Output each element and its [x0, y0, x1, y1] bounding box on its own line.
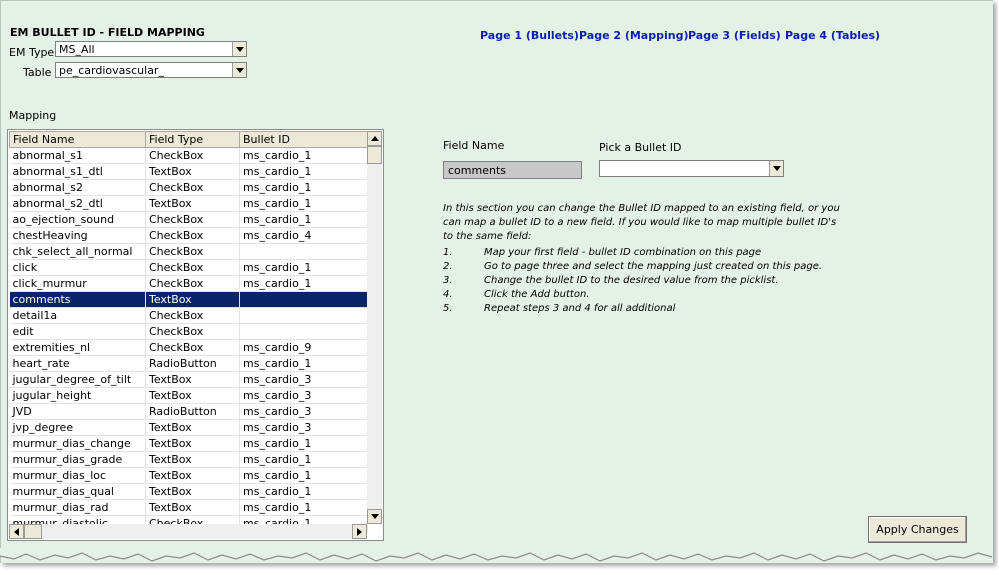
cell-bullet-id [240, 292, 368, 308]
scroll-up-button[interactable] [367, 131, 382, 146]
cell-bullet-id: ms_cardio_3 [240, 420, 368, 436]
arrow-up-icon [371, 136, 379, 141]
step-text: Repeat steps 3 and 4 for all additional [484, 303, 676, 314]
cell-bullet-id: ms_cardio_1 [240, 484, 368, 500]
table-value: pe_cardiovascular_ [59, 64, 164, 77]
table-row[interactable] [10, 228, 368, 244]
cell-bullet-id: ms_cardio_1 [240, 164, 368, 180]
cell-field-type: TextBox [146, 452, 240, 468]
horizontal-scrollbar[interactable] [9, 524, 367, 539]
table-row[interactable] [10, 244, 368, 260]
chevron-down-icon [773, 166, 781, 171]
step-text: Go to page three and select the mapping just created on this page. [484, 261, 823, 272]
cell-field-type: CheckBox [146, 244, 240, 260]
cell-field-type: TextBox [146, 484, 240, 500]
cell-field-name: edit [10, 324, 146, 340]
arrow-down-icon [371, 514, 379, 519]
cell-field-type: TextBox [146, 388, 240, 404]
cell-field-name: murmur_dias_loc [10, 468, 146, 484]
cell-field-type: TextBox [146, 500, 240, 516]
step-number: 1. [443, 247, 453, 258]
step-text: Change the bullet ID to the desired value from the picklist. [484, 275, 779, 286]
cell-field-name: ao_ejection_sound [10, 212, 146, 228]
cell-bullet-id: ms_cardio_1 [240, 180, 368, 196]
step-text: Click the Add button. [484, 289, 590, 300]
cell-field-name: abnormal_s1_dtl [10, 164, 146, 180]
cell-field-type: CheckBox [146, 308, 240, 324]
cell-field-type: TextBox [146, 468, 240, 484]
table-row[interactable] [10, 324, 368, 340]
cell-field-name: abnormal_s1 [10, 148, 146, 164]
mapping-table [9, 131, 368, 532]
table-row[interactable] [10, 260, 368, 276]
cell-bullet-id: ms_cardio_1 [240, 468, 368, 484]
cell-field-type: CheckBox [146, 260, 240, 276]
cell-bullet-id: ms_cardio_1 [240, 260, 368, 276]
cell-field-name: murmur_dias_rad [10, 500, 146, 516]
mapping-grid[interactable] [7, 129, 384, 541]
cell-field-type: RadioButton [146, 356, 240, 372]
table-select[interactable] [55, 62, 247, 78]
cell-bullet-id: ms_cardio_9 [240, 340, 368, 356]
cell-field-name: murmur_dias_change [10, 436, 146, 452]
table-row[interactable] [10, 212, 368, 228]
cell-bullet-id [240, 308, 368, 324]
cell-bullet-id: ms_cardio_3 [240, 372, 368, 388]
cell-field-name: click_murmur [10, 276, 146, 292]
table-row[interactable] [10, 484, 368, 500]
step-number: 4. [443, 289, 453, 300]
table-label: Table [23, 66, 52, 79]
step-number: 2. [443, 261, 453, 272]
table-row[interactable] [10, 452, 368, 468]
em-type-select[interactable] [55, 41, 247, 57]
cell-bullet-id [240, 324, 368, 340]
cell-bullet-id: ms_cardio_1 [240, 452, 368, 468]
step-text: Map your first field - bullet ID combination on this page [484, 247, 762, 258]
cell-field-type: CheckBox [146, 324, 240, 340]
cell-field-name: detail1a [10, 308, 146, 324]
cell-bullet-id: ms_cardio_3 [240, 388, 368, 404]
table-row[interactable] [10, 148, 368, 164]
apply-changes-button[interactable]: Apply Changes [868, 516, 967, 543]
cell-field-name: comments [10, 292, 146, 308]
scroll-left-button[interactable] [9, 524, 24, 539]
cell-field-name: JVD [10, 404, 146, 420]
cell-bullet-id [240, 244, 368, 260]
cell-bullet-id: ms_cardio_3 [240, 404, 368, 420]
table-row[interactable] [10, 180, 368, 196]
instructions-text: In this section you can change the Bullet ID mapped to an existing field, or you can map a bullet ID to a new field. If you would like to map multiple bullet ID's to the same field: [443, 203, 840, 242]
cell-field-name: extremities_nl [10, 340, 146, 356]
cell-field-type: TextBox [146, 196, 240, 212]
cell-field-name: chestHeaving [10, 228, 146, 244]
cell-field-name: jvp_degree [10, 420, 146, 436]
mapping-label: Mapping [9, 109, 57, 122]
em-type-dropdown-button[interactable] [232, 42, 246, 56]
cell-field-name: click [10, 260, 146, 276]
cell-field-type: TextBox [146, 292, 240, 308]
bullet-id-label: Pick a Bullet ID [599, 141, 682, 154]
table-row[interactable] [10, 276, 368, 292]
table-row[interactable] [10, 308, 368, 324]
table-dropdown-button[interactable] [232, 63, 246, 77]
scroll-down-button[interactable] [367, 509, 382, 524]
page-title: EM BULLET ID - FIELD MAPPING [10, 26, 205, 39]
table-row[interactable] [10, 340, 368, 356]
table-row[interactable] [10, 404, 368, 420]
field-name-label: Field Name [443, 139, 505, 152]
cell-field-type: TextBox [146, 372, 240, 388]
cell-field-type: CheckBox [146, 276, 240, 292]
arrow-right-icon [357, 528, 362, 536]
cell-field-type: CheckBox [146, 148, 240, 164]
table-header-row [10, 132, 368, 148]
column-header-bullet-id[interactable]: Bullet ID [240, 132, 368, 148]
cell-bullet-id: ms_cardio_1 [240, 148, 368, 164]
cell-field-name: murmur_dias_qual [10, 484, 146, 500]
step-number: 5. [443, 303, 453, 314]
cell-field-name: abnormal_s2_dtl [10, 196, 146, 212]
table-row[interactable] [10, 164, 368, 180]
table-row[interactable] [10, 500, 368, 516]
cell-bullet-id: ms_cardio_1 [240, 276, 368, 292]
cell-bullet-id: ms_cardio_1 [240, 500, 368, 516]
cell-field-type: CheckBox [146, 180, 240, 196]
em-type-value: MS_All [59, 43, 95, 56]
table-row[interactable] [10, 372, 368, 388]
cell-field-name: heart_rate [10, 356, 146, 372]
table-row[interactable] [10, 420, 368, 436]
torn-paper-edge [0, 548, 999, 575]
table-row[interactable] [10, 436, 368, 452]
scroll-right-button[interactable] [352, 524, 367, 539]
cell-bullet-id: ms_cardio_1 [240, 436, 368, 452]
cell-bullet-id: ms_cardio_1 [240, 356, 368, 372]
nav-page-3-fields[interactable]: Page 3 (Fields) [688, 29, 781, 42]
cell-field-name: chk_select_all_normal [10, 244, 146, 260]
cell-field-name: abnormal_s2 [10, 180, 146, 196]
cell-bullet-id: ms_cardio_1 [240, 196, 368, 212]
chevron-down-icon [236, 47, 244, 52]
vertical-scroll-thumb[interactable] [367, 146, 382, 164]
nav-page-4-tables[interactable]: Page 4 (Tables) [785, 29, 881, 42]
step-number: 3. [443, 275, 453, 286]
em-type-label: EM Type [9, 46, 55, 59]
column-header-field-name[interactable]: Field Name [10, 132, 146, 148]
cell-bullet-id: ms_cardio_4 [240, 228, 368, 244]
arrow-left-icon [14, 528, 19, 536]
cell-field-name: jugular_degree_of_tilt [10, 372, 146, 388]
vertical-scrollbar[interactable] [367, 131, 382, 524]
field-name-value: comments [443, 161, 582, 179]
bullet-id-select[interactable] [599, 160, 784, 177]
cell-field-type: CheckBox [146, 212, 240, 228]
table-row[interactable] [10, 468, 368, 484]
cell-field-type: CheckBox [146, 340, 240, 356]
cell-field-name: jugular_height [10, 388, 146, 404]
cell-field-type: CheckBox [146, 228, 240, 244]
chevron-down-icon [236, 68, 244, 73]
cell-field-name: murmur_dias_grade [10, 452, 146, 468]
column-header-field-type[interactable]: Field Type [146, 132, 240, 148]
table-row[interactable] [10, 196, 368, 212]
nav-page-1-bullets[interactable]: Page 1 (Bullets) [480, 29, 579, 42]
cell-field-type: TextBox [146, 420, 240, 436]
horizontal-scroll-thumb[interactable] [24, 524, 42, 539]
cell-field-type: RadioButton [146, 404, 240, 420]
table-row[interactable] [10, 388, 368, 404]
nav-page-2-mapping[interactable]: Page 2 (Mapping) [579, 29, 689, 42]
table-row[interactable] [10, 356, 368, 372]
cell-field-type: TextBox [146, 436, 240, 452]
cell-field-type: TextBox [146, 164, 240, 180]
cell-bullet-id: ms_cardio_1 [240, 212, 368, 228]
table-row[interactable] [10, 292, 368, 308]
bullet-id-dropdown-button[interactable] [769, 161, 783, 176]
